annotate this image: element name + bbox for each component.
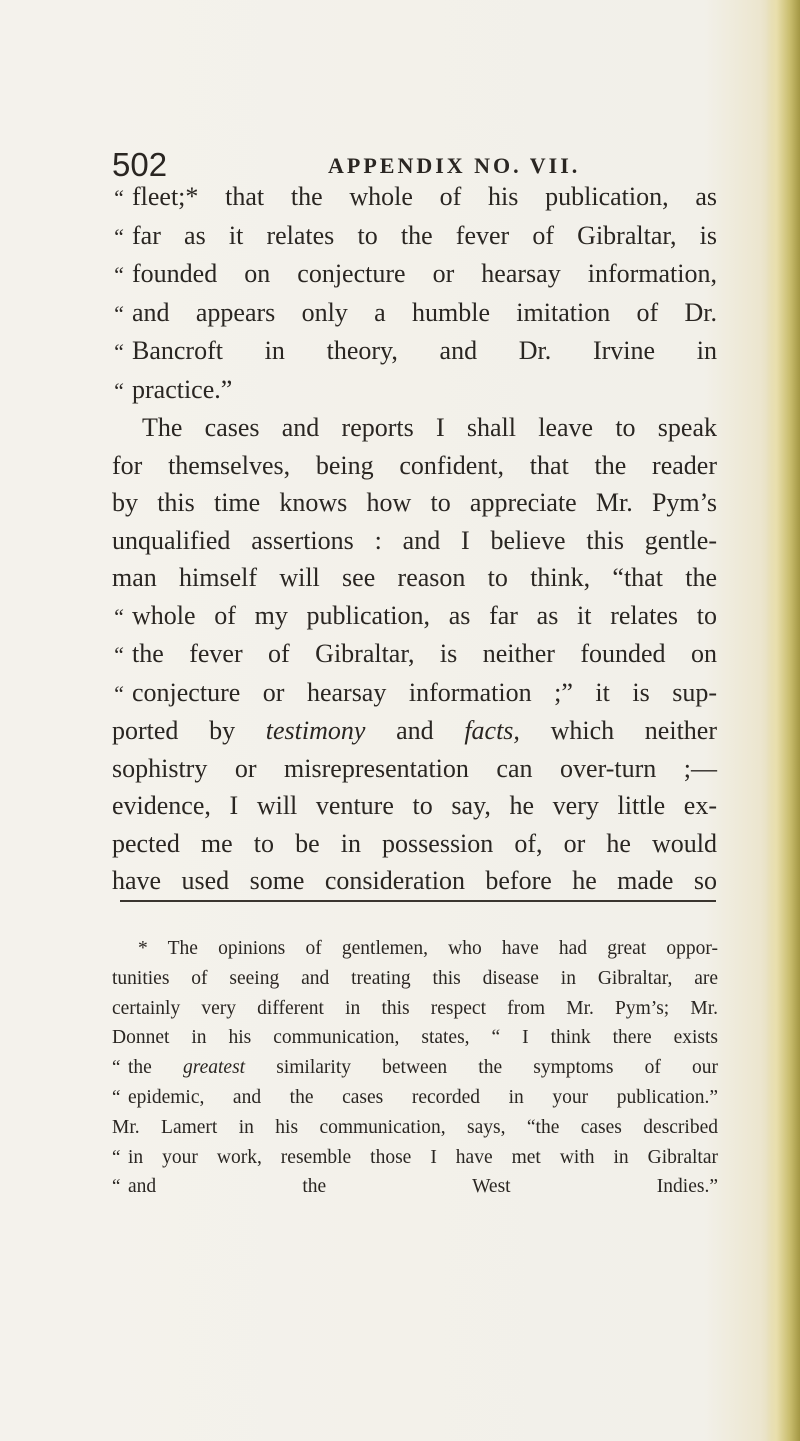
text-line: “ practice.” bbox=[112, 374, 233, 404]
footnote-line: tunities of seeing and treating this disease in Gibraltar, are bbox=[112, 967, 718, 989]
footnote-line: Mr. Lamert in his communication, says, “the cases described bbox=[112, 1116, 718, 1138]
text-line: “ far as it relates to the fever of Gibraltar, is bbox=[112, 220, 717, 250]
text-line: “ founded on conjecture or hearsay information, bbox=[112, 259, 717, 288]
text-line: “ fleet;* that the whole of his publication, as bbox=[112, 182, 717, 211]
text-line: pected me to be in possession of, or he would bbox=[112, 828, 717, 858]
emphasis-facts: facts, bbox=[464, 716, 520, 745]
footnote-line: certainly very different in this respect from Mr. Pym’s; Mr. bbox=[112, 997, 718, 1019]
text-line: ported by testimony and facts, which neither bbox=[112, 716, 717, 745]
text-line: “ Bancroft in theory, and Dr. Irvine in bbox=[112, 336, 717, 365]
footnote-line: * The opinions of gentlemen, who have had great oppor- bbox=[138, 938, 718, 959]
emphasis-testimony: testimony bbox=[265, 716, 366, 745]
body-text bbox=[112, 178, 717, 900]
text-line: “ whole of my publication, as far as it relates to bbox=[112, 600, 717, 630]
text-line: “ conjecture or hearsay information ;” it is sup- bbox=[112, 677, 717, 707]
page-edge bbox=[766, 0, 800, 1441]
text-line: evidence, I will venture to say, he very little ex- bbox=[112, 791, 717, 820]
text-line: man himself will see reason to think, “that the bbox=[112, 563, 717, 592]
footnote-divider bbox=[120, 900, 716, 902]
text-line: have used some consideration before he made so bbox=[112, 866, 717, 895]
text-line: The cases and reports I shall leave to speak bbox=[142, 413, 717, 442]
footnote-line: “ in your work, resemble those I have met with in Gibraltar bbox=[112, 1146, 718, 1168]
text-line: sophistry or misrepresentation can over-turn ;— bbox=[112, 753, 717, 783]
footnote bbox=[112, 934, 718, 1202]
text-line: “ and appears only a humble imitation of Dr. bbox=[112, 297, 717, 327]
text-line: by this time knows how to appreciate Mr. Pym’s bbox=[112, 488, 717, 517]
text-line: “ the fever of Gibraltar, is neither founded on bbox=[112, 639, 717, 668]
footnote-line: “ and the West Indies.” bbox=[112, 1176, 718, 1198]
emphasis-greatest: greatest bbox=[182, 1057, 246, 1079]
footnote-line: “ the greatest similarity between the symptoms of our bbox=[112, 1057, 718, 1079]
footnote-line: Donnet in his communication, states, “ I think there exists bbox=[112, 1027, 718, 1049]
page-number: 502 bbox=[112, 146, 168, 183]
running-head: APPENDIX NO. VII. bbox=[328, 153, 581, 178]
text-line: for themselves, being confident, that the reader bbox=[112, 450, 717, 480]
footnote-line: “ epidemic, and the cases recorded in your publication.” bbox=[112, 1086, 718, 1108]
text-line: unqualified assertions : and I believe this gentle- bbox=[112, 525, 717, 555]
